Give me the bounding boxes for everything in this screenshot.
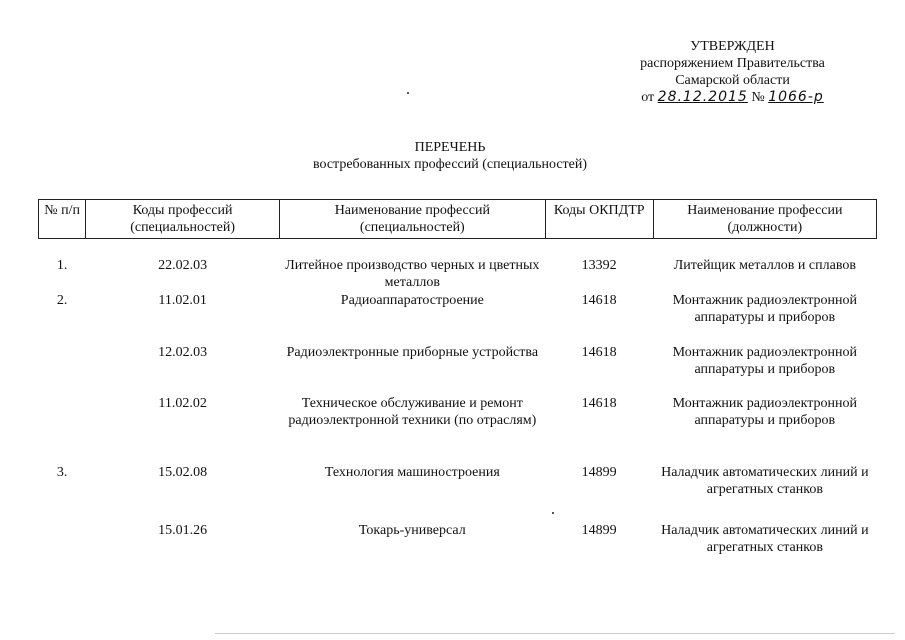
header-position: Наименование профессии (должности)	[653, 200, 876, 239]
table-row	[39, 292, 877, 344]
approval-line-government: распоряжением Правительства	[640, 56, 825, 71]
row-num: 3.	[56, 464, 68, 480]
row-okpdtr: 13392	[581, 258, 617, 273]
scan-edge-line	[215, 633, 895, 634]
header-codes: Коды профессий (специальностей)	[86, 200, 280, 239]
title-subheading: востребованных профессий (специальностей)	[312, 157, 588, 172]
row-code: 11.02.02	[158, 395, 207, 411]
row-okpdtr: 14899	[581, 464, 617, 480]
row-okpdtr: 14618	[581, 344, 617, 360]
row-code: 22.02.03	[158, 258, 208, 273]
table-row	[39, 395, 877, 464]
row-name: Литейное производство черных и цветных металлов	[285, 258, 540, 290]
row-name: Техническое обслуживание и ремонт радиоэлектронной техники (по отраслям)	[288, 395, 537, 428]
row-num	[39, 522, 86, 562]
row-position: Наладчик автоматических линий и агрегатных станков	[661, 464, 869, 497]
header-num: № п/п	[39, 200, 86, 239]
from-label: от	[641, 90, 655, 105]
table-header-row	[39, 200, 877, 239]
row-position: Монтажник радиоэлектронной аппаратуры и приборов	[672, 292, 858, 325]
approval-number: 1066-р	[768, 89, 824, 105]
row-position: Наладчик автоматических линий и агрегатных станков	[661, 522, 869, 555]
table-row	[39, 239, 877, 292]
row-okpdtr: 14899	[581, 522, 617, 538]
approval-line-region: Самарской области	[675, 73, 790, 88]
row-code: 12.02.03	[158, 344, 208, 360]
row-name: Радиоаппаратостроение	[340, 292, 484, 308]
row-name: Токарь-универсал	[358, 522, 466, 538]
approval-date: 28.12.2015	[657, 89, 748, 105]
scan-speck	[407, 92, 409, 94]
table-row	[39, 464, 877, 522]
row-okpdtr: 14618	[581, 292, 617, 308]
row-okpdtr: 14618	[581, 395, 617, 411]
header-specialty-name: Наименование профессий (специальностей)	[280, 200, 546, 239]
table-row	[39, 522, 877, 562]
row-code: 15.01.26	[158, 522, 208, 538]
approval-date-line	[600, 89, 865, 106]
approval-stamp	[600, 38, 865, 106]
professions-table	[38, 199, 877, 562]
row-position: Монтажник радиоэлектронной аппаратуры и приборов	[672, 344, 858, 377]
row-code: 15.02.08	[158, 464, 208, 480]
approval-heading: УТВЕРЖДЕН	[690, 39, 775, 54]
row-name: Радиоэлектронные приборные устройства	[286, 344, 539, 360]
title-heading: ПЕРЕЧЕНЬ	[414, 140, 486, 155]
number-label: №	[751, 90, 765, 105]
row-code: 11.02.01	[158, 292, 207, 308]
row-name: Технология машиностроения	[324, 464, 500, 480]
row-num: 2.	[56, 292, 68, 308]
document-title	[250, 139, 650, 173]
row-position: Литейщик металлов и сплавов	[673, 258, 856, 273]
scan-speck	[552, 512, 554, 514]
header-okpdtr: Коды ОКПДТР	[545, 200, 653, 239]
row-num	[39, 344, 86, 395]
table-row	[39, 344, 877, 395]
row-num: 1.	[56, 258, 68, 273]
row-position: Монтажник радиоэлектронной аппаратуры и приборов	[672, 395, 858, 428]
row-num	[39, 395, 86, 464]
